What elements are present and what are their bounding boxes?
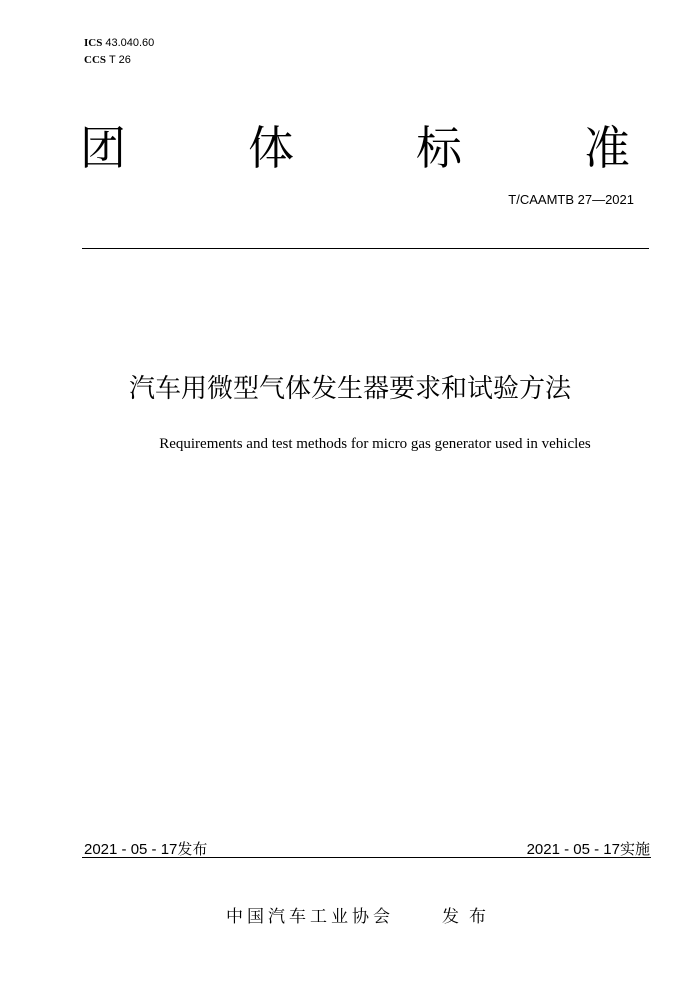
standard-type-char-3: 标 <box>416 121 462 175</box>
top-divider <box>82 248 649 249</box>
ccs-line <box>84 53 131 67</box>
issue-date-line <box>84 838 207 859</box>
ccs-value: T 26 <box>109 54 131 66</box>
publish-label: 发布 <box>442 907 496 927</box>
ics-value: 43.040.60 <box>105 37 155 49</box>
issue-label: 发布 <box>177 840 208 858</box>
ics-label: ICS <box>84 37 103 49</box>
implementation-date: 2021 - 05 - 17 <box>526 841 620 858</box>
bottom-divider <box>82 857 651 858</box>
ccs-label: CCS <box>84 54 107 66</box>
standard-type-char-4: 准 <box>584 121 630 175</box>
standard-code: T/CAAMTB 27—2021 <box>508 192 634 207</box>
publisher-organization: 中国汽车工业协会 <box>226 907 394 927</box>
title-english: Requirements and test methods for micro gas generator used in vehicles <box>159 436 591 452</box>
title-chinese: 汽车用微型气体发生器要求和试验方法 <box>128 374 571 404</box>
issue-date: 2021 - 05 - 17 <box>84 841 178 858</box>
implementation-label: 实施 <box>619 840 650 858</box>
standard-type-char-1: 团 <box>80 121 126 175</box>
ics-line <box>84 36 154 50</box>
implementation-date-line <box>527 838 650 859</box>
standard-type-char-2: 体 <box>248 121 294 175</box>
